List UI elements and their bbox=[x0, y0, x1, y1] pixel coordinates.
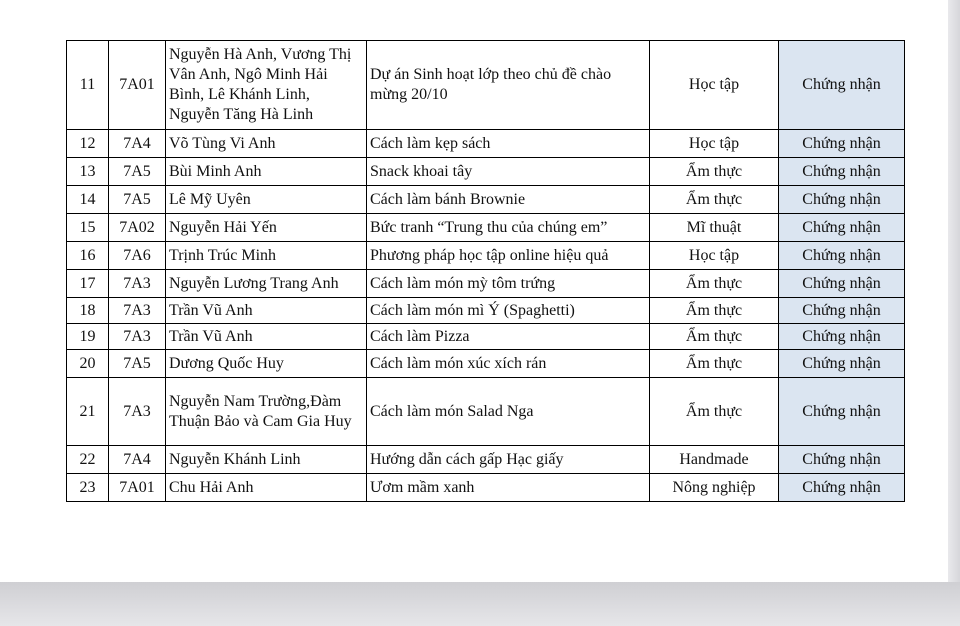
project-topic-cell: Hướng dẫn cách gấp Hạc giấy bbox=[367, 446, 650, 474]
certificate-cell: Chứng nhận bbox=[779, 41, 905, 130]
records-table bbox=[66, 40, 905, 502]
project-topic-cell: Cách làm Pizza bbox=[367, 324, 650, 350]
row-number: 13 bbox=[67, 158, 109, 186]
field-cell: Ẩm thực bbox=[650, 270, 779, 298]
student-name-cell: Bùi Minh Anh bbox=[166, 158, 367, 186]
table-row bbox=[67, 446, 905, 474]
certificate-cell: Chứng nhận bbox=[779, 378, 905, 446]
field-cell: Ẩm thực bbox=[650, 298, 779, 324]
table-row bbox=[67, 242, 905, 270]
certificate-cell: Chứng nhận bbox=[779, 130, 905, 158]
field-cell: Học tập bbox=[650, 41, 779, 130]
certificate-cell: Chứng nhận bbox=[779, 446, 905, 474]
row-number: 18 bbox=[67, 298, 109, 324]
class-cell: 7A4 bbox=[109, 130, 166, 158]
page-right-edge bbox=[948, 0, 960, 582]
table-row bbox=[67, 41, 905, 130]
project-topic-cell: Cách làm món xúc xích rán bbox=[367, 350, 650, 378]
row-number: 16 bbox=[67, 242, 109, 270]
certificate-cell: Chứng nhận bbox=[779, 474, 905, 502]
table-row bbox=[67, 270, 905, 298]
field-cell: Học tập bbox=[650, 130, 779, 158]
table-row bbox=[67, 298, 905, 324]
row-number: 20 bbox=[67, 350, 109, 378]
student-name-cell: Nguyễn Hải Yến bbox=[166, 214, 367, 242]
project-topic-cell: Phương pháp học tập online hiệu quả bbox=[367, 242, 650, 270]
table-row bbox=[67, 324, 905, 350]
project-topic-cell: Snack khoai tây bbox=[367, 158, 650, 186]
class-cell: 7A5 bbox=[109, 350, 166, 378]
student-name-cell: Dương Quốc Huy bbox=[166, 350, 367, 378]
project-topic-cell: Cách làm món mì Ý (Spaghetti) bbox=[367, 298, 650, 324]
table-row bbox=[67, 186, 905, 214]
page-bottom-edge bbox=[0, 582, 960, 626]
class-cell: 7A3 bbox=[109, 298, 166, 324]
row-number: 21 bbox=[67, 378, 109, 446]
project-topic-cell: Bức tranh “Trung thu của chúng em” bbox=[367, 214, 650, 242]
class-cell: 7A01 bbox=[109, 41, 166, 130]
certificate-cell: Chứng nhận bbox=[779, 186, 905, 214]
project-topic-cell: Cách làm món Salad Nga bbox=[367, 378, 650, 446]
table-row bbox=[67, 350, 905, 378]
table-row bbox=[67, 474, 905, 502]
student-name-cell: Lê Mỹ Uyên bbox=[166, 186, 367, 214]
row-number: 15 bbox=[67, 214, 109, 242]
student-name-cell: Trịnh Trúc Minh bbox=[166, 242, 367, 270]
student-name-cell: Võ Tùng Vi Anh bbox=[166, 130, 367, 158]
class-cell: 7A5 bbox=[109, 158, 166, 186]
certificate-cell: Chứng nhận bbox=[779, 214, 905, 242]
field-cell: Mĩ thuật bbox=[650, 214, 779, 242]
class-cell: 7A5 bbox=[109, 186, 166, 214]
student-name-cell: Nguyễn Khánh Linh bbox=[166, 446, 367, 474]
field-cell: Handmade bbox=[650, 446, 779, 474]
row-number: 19 bbox=[67, 324, 109, 350]
field-cell: Ẩm thực bbox=[650, 350, 779, 378]
field-cell: Ẩm thực bbox=[650, 378, 779, 446]
student-name-cell: Nguyễn Hà Anh, Vương Thị Vân Anh, Ngô Minh Hải Bình, Lê Khánh Linh, Nguyễn Tăng Hà Linh bbox=[166, 41, 367, 130]
row-number: 22 bbox=[67, 446, 109, 474]
certificate-cell: Chứng nhận bbox=[779, 158, 905, 186]
certificate-cell: Chứng nhận bbox=[779, 270, 905, 298]
class-cell: 7A02 bbox=[109, 214, 166, 242]
table-row bbox=[67, 214, 905, 242]
field-cell: Học tập bbox=[650, 242, 779, 270]
field-cell: Nông nghiệp bbox=[650, 474, 779, 502]
project-topic-cell: Ươm mầm xanh bbox=[367, 474, 650, 502]
class-cell: 7A6 bbox=[109, 242, 166, 270]
student-name-cell: Trần Vũ Anh bbox=[166, 324, 367, 350]
class-cell: 7A3 bbox=[109, 324, 166, 350]
class-cell: 7A4 bbox=[109, 446, 166, 474]
row-number: 23 bbox=[67, 474, 109, 502]
project-topic-cell: Cách làm bánh Brownie bbox=[367, 186, 650, 214]
project-topic-cell: Cách làm kẹp sách bbox=[367, 130, 650, 158]
row-number: 17 bbox=[67, 270, 109, 298]
project-topic-cell: Dự án Sinh hoạt lớp theo chủ đề chào mừng 20/10 bbox=[367, 41, 650, 130]
certificate-cell: Chứng nhận bbox=[779, 350, 905, 378]
certificate-cell: Chứng nhận bbox=[779, 324, 905, 350]
student-name-cell: Nguyễn Lương Trang Anh bbox=[166, 270, 367, 298]
field-cell: Ẩm thực bbox=[650, 158, 779, 186]
student-name-cell: Chu Hải Anh bbox=[166, 474, 367, 502]
table-row bbox=[67, 158, 905, 186]
project-topic-cell: Cách làm món mỳ tôm trứng bbox=[367, 270, 650, 298]
student-name-cell: Trần Vũ Anh bbox=[166, 298, 367, 324]
table-row bbox=[67, 130, 905, 158]
class-cell: 7A3 bbox=[109, 378, 166, 446]
row-number: 12 bbox=[67, 130, 109, 158]
certificate-cell: Chứng nhận bbox=[779, 242, 905, 270]
row-number: 11 bbox=[67, 41, 109, 130]
field-cell: Ẩm thực bbox=[650, 324, 779, 350]
class-cell: 7A3 bbox=[109, 270, 166, 298]
table-row bbox=[67, 378, 905, 446]
field-cell: Ẩm thực bbox=[650, 186, 779, 214]
student-name-cell: Nguyễn Nam Trường,Đàm Thuận Bảo và Cam Gia Huy bbox=[166, 378, 367, 446]
row-number: 14 bbox=[67, 186, 109, 214]
certificate-cell: Chứng nhận bbox=[779, 298, 905, 324]
class-cell: 7A01 bbox=[109, 474, 166, 502]
